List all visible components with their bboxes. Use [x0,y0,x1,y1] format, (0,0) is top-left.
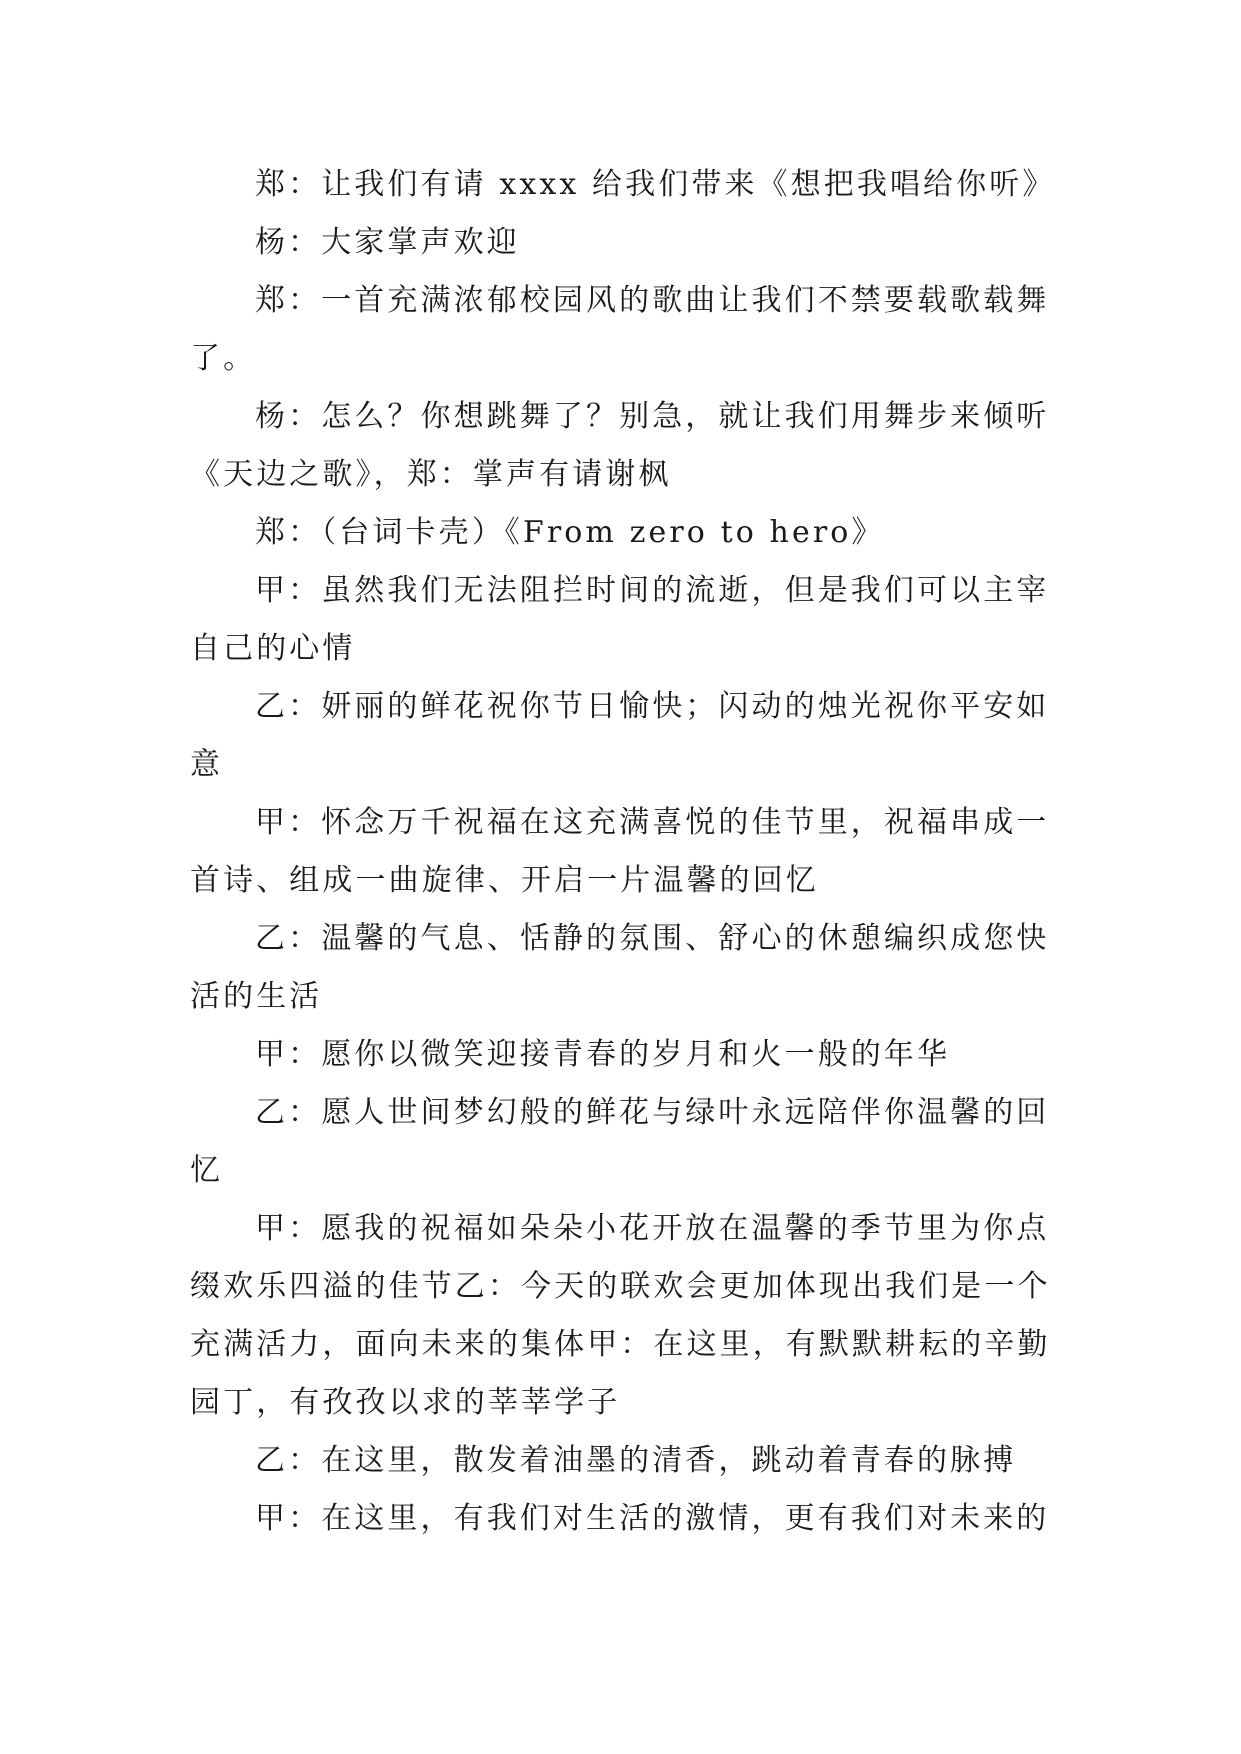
paragraph-line: 乙：在这里，散发着油墨的清香，跳动着青春的脉搏 [255,1443,1017,1478]
paragraph-line: 郑：一首充满浓郁校园风的歌曲让我们不禁要载歌载舞 [255,283,1050,318]
paragraph-line: 乙：温馨的气息、恬静的氛围、舒心的休憩编织成您快 [255,921,1050,956]
paragraph [190,388,1070,504]
paragraph [190,156,1070,214]
paragraph [190,1200,1070,1432]
document-body [190,156,1070,1548]
paragraph-line: 甲：愿你以微笑迎接青春的岁月和火一般的年华 [255,1037,951,1072]
paragraph-line: 甲：愿我的祝福如朵朵小花开放在温馨的季节里为你点 [255,1211,1050,1246]
paragraph-line: 意 [190,747,224,782]
paragraph-line: 甲：虽然我们无法阻拦时间的流逝，但是我们可以主宰 [255,573,1050,608]
paragraph [190,1490,1070,1548]
paragraph [190,214,1070,272]
paragraph-line: 了。 [190,341,257,376]
paragraph-line: 首诗、组成一曲旋律、开启一片温馨的回忆 [190,863,819,898]
paragraph [190,272,1070,388]
paragraph-line: 园丁，有孜孜以求的莘莘学子 [190,1385,621,1420]
paragraph [190,1026,1070,1084]
paragraph [190,562,1070,678]
paragraph-line: 郑：（台词卡壳）《From zero to hero》 [255,515,885,550]
paragraph-line: 郑：让我们有请 xxxx 给我们带来《想把我唱给你听》 [255,167,1056,202]
paragraph [190,794,1070,910]
paragraph [190,910,1070,1026]
paragraph-line: 《天边之歌》，郑：掌声有请谢枫 [190,457,672,492]
paragraph-line: 缀欢乐四溢的佳节乙：今天的联欢会更加体现出我们是一个 [190,1269,1051,1304]
paragraph-line: 乙：愿人世间梦幻般的鲜花与绿叶永远陪伴你温馨的回 [255,1095,1050,1130]
paragraph-line: 甲：在这里，有我们对生活的激情，更有我们对未来的 [255,1501,1050,1536]
paragraph-line: 忆 [190,1153,224,1188]
paragraph-line: 活的生活 [190,979,323,1014]
paragraph [190,678,1070,794]
paragraph [190,1084,1070,1200]
paragraph-line: 充满活力，面向未来的集体甲：在这里，有默默耕耘的辛勤 [190,1327,1051,1362]
paragraph-line: 甲：怀念万千祝福在这充满喜悦的佳节里，祝福串成一 [255,805,1050,840]
paragraph [190,504,1070,562]
paragraph-line: 杨：大家掌声欢迎 [255,225,520,260]
paragraph [190,1432,1070,1490]
paragraph-line: 杨：怎么？你想跳舞了？别急，就让我们用舞步来倾听 [255,399,1050,434]
paragraph-line: 乙：妍丽的鲜花祝你节日愉快；闪动的烛光祝你平安如 [255,689,1050,724]
paragraph-line: 自己的心情 [190,631,356,666]
